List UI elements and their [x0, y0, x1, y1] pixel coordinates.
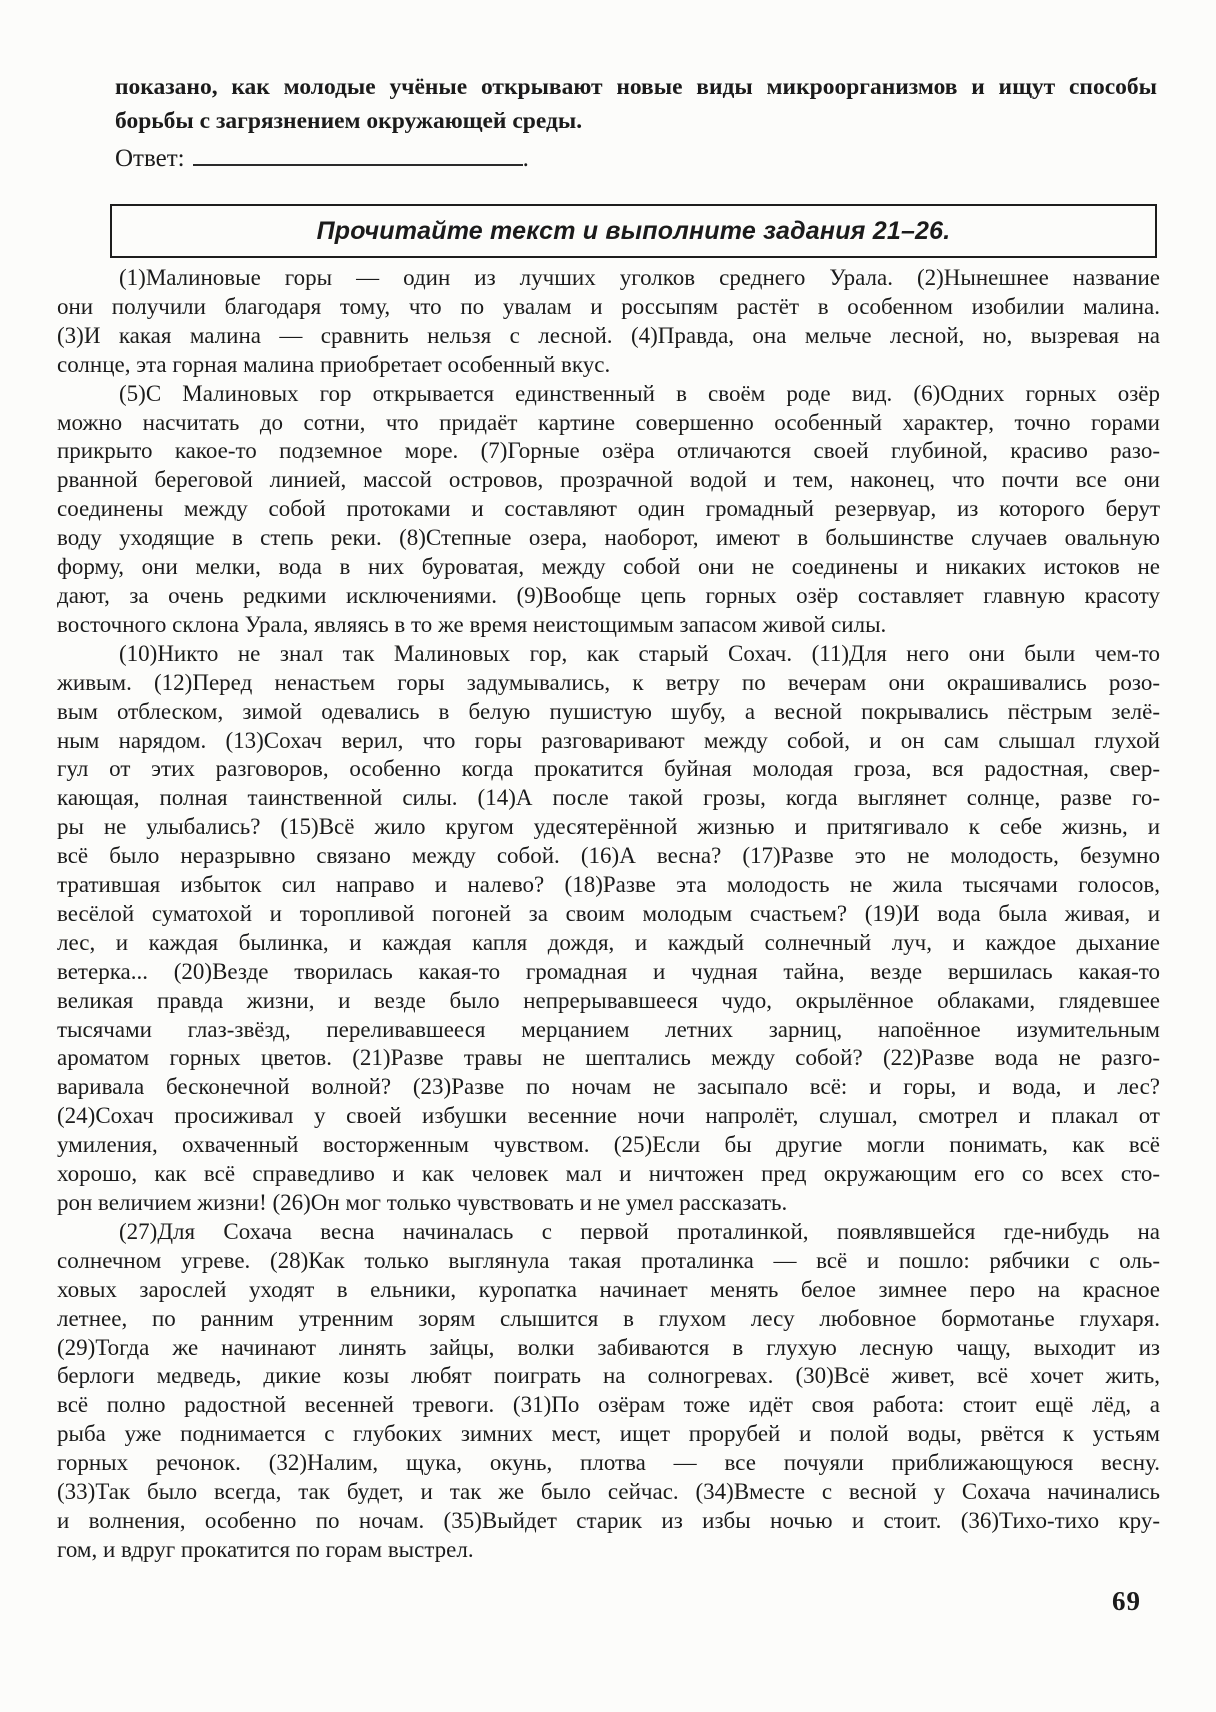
answer-blank — [193, 142, 523, 166]
text-line: воду уходящие в степь реки. (8)Степные озера, наоборот, имеют в большинстве случаев овальную — [57, 525, 1160, 551]
text-line: гул от этих разговоров, особенно когда прокатится буйная молодая гроза, вся радостная, свер- — [57, 756, 1160, 782]
text-line: солнце, эта горная малина приобретает особенный вкус. — [57, 351, 611, 377]
text-line: тратившая избыток сил направо и налево? (18)Разве эта молодость не жила тысячами голосов, — [57, 872, 1160, 898]
text-line: ры не улыбались? (15)Всё жило кругом удесятерённой жизнью и притягивало к себе жизнь, и — [57, 814, 1160, 840]
text-line: кающая, полная таинственной силы. (14)А после такой грозы, когда выглянет солнце, разве го- — [57, 785, 1160, 811]
text-line: лес, и каждая былинка, и каждая капля дождя, и каждый солнечный луч, и каждое дыхание — [57, 929, 1160, 955]
text-line: ным нарядом. (13)Сохач верил, что горы разговаривают между собой, и он сам слышал глухой — [57, 727, 1160, 753]
text-body — [57, 264, 1160, 1565]
text-line: хорошо, как всё справедливо и как человек мал и ничтожен пред окружающим его со всех сто- — [57, 1161, 1160, 1187]
text-line: рон величием жизни! (26)Он мог только чувствовать и не умел рассказать. — [57, 1190, 788, 1215]
text-line: (1)Малиновые горы — один из лучших уголков среднего Урала. (2)Нынешнее название — [119, 265, 1160, 290]
instruction-box-title: Прочитайте текст и выполните задания 21–26. — [316, 216, 951, 245]
text-line: восточного склона Урала, являясь в то же время неистощимым запасом живой силы. — [57, 611, 887, 637]
text-line: ховых зарослей уходят в ельники, куропатка начинает менять белое зимнее перо на красное — [57, 1276, 1160, 1302]
text-line: солнечном угреве. (28)Как только выглянула такая проталинка — всё и пошло: рябчики с оль- — [57, 1247, 1160, 1273]
answer-period: . — [522, 145, 529, 172]
text-line: живым. (12)Перед ненастьем горы задумывались, к ветру по вечерам они окрашивались розо- — [57, 669, 1160, 695]
page-number: 69 — [1112, 1586, 1141, 1616]
paragraph-3 — [57, 640, 1160, 1218]
text-line: (3)И какая малина — сравнить нельзя с лесной. (4)Правда, она мельче лесной, но, вызревая на — [57, 322, 1160, 348]
text-line: ароматом горных цветов. (21)Разве травы не шептались между собой? (22)Разве вода не разго- — [57, 1045, 1160, 1071]
paragraph-4 — [57, 1218, 1160, 1565]
text-line: (5)С Малиновых гор открывается единственный в своём роде вид. (6)Одних горных озёр — [119, 380, 1160, 406]
instruction-box — [110, 204, 1157, 258]
text-line: вым отблеском, зимой одевались в белую пушистую шубу, а весной покрывались пёстрым зелё- — [57, 698, 1160, 724]
text-line: великая правда жизни, и везде было непрерывавшееся чудо, окрылённое облаками, глядевшее — [57, 987, 1160, 1013]
text-line: и волнения, особенно по ночам. (35)Выйдет старик из избы ночью и стоит. (36)Тихо-тихо кру- — [57, 1507, 1160, 1533]
text-line: (27)Для Сохача весна начиналась с первой проталинкой, появлявшейся где-нибудь на — [119, 1218, 1160, 1244]
text-line: (10)Никто не знал так Малиновых гор, как старый Сохач. (11)Для него они были чем-то — [119, 640, 1160, 666]
text-line: можно насчитать до сотни, что придаёт картине совершенно особенный характер, точно горами — [57, 409, 1160, 435]
text-line: умиления, охваченный восторженным чувством. (25)Если бы другие могли понимать, как всё — [57, 1132, 1160, 1158]
text-line: они получили благодаря тому, что по увалам и россыпям растёт в особенном изобилии малина. — [57, 293, 1160, 319]
text-line: берлоги медведь, дикие козы любят поиграть на солногревах. (30)Всё живет, всё хочет жить, — [57, 1363, 1160, 1389]
text-line: гом, и вдруг прокатится по горам выстрел. — [57, 1536, 474, 1562]
text-line: форму, они мелки, вода в них буроватая, между собой они не соединены и никаких истоков не — [57, 554, 1160, 580]
answer-label: Ответ: — [115, 145, 185, 172]
text-line: (29)Тогда же начинают линять зайцы, волки забиваются в глухую лесную чащу, выходит из — [57, 1334, 1160, 1360]
text-line: рыба уже поднимается с глубоких зимних мест, ищет прорубей и полой воды, рвётся к устьям — [57, 1421, 1160, 1447]
text-line: горных речонок. (32)Налим, щука, окунь, плотва — все почуяли приближающуюся весну. — [57, 1450, 1160, 1476]
text-line: рванной береговой линией, массой островов, прозрачной водой и тем, наконец, что почти все они — [57, 467, 1160, 493]
paragraph-2 — [57, 380, 1160, 640]
text-line: (24)Сохач просиживал у своей избушки весенние ночи напролёт, слушал, смотрел и плакал от — [57, 1103, 1160, 1129]
text-line: соединены между собой протоками и составляют один громадный резервуар, из которого берут — [57, 496, 1160, 522]
text-line: прикрыто какое-то подземное море. (7)Горные озёра отличаются своей глубиной, красиво разо- — [57, 438, 1160, 464]
text-line: тысячами глаз-звёзд, переливавшееся мерцанием летних зарниц, напоённое изумительным — [57, 1016, 1160, 1042]
text-line: ветерка... (20)Везде творилась какая-то громадная и чудная тайна, везде вершилась какая-то — [57, 958, 1160, 984]
text-line: дают, за очень редкими исключениями. (9)Вообще цепь горных озёр составляет главную красоту — [57, 582, 1160, 608]
text-line: варивала бесконечной волной? (23)Разве по ночам не засыпало всё: и горы, и вода, и лес? — [57, 1074, 1160, 1100]
text-line: борьбы с загрязнением окружающей среды. — [115, 108, 583, 134]
answer-row — [115, 142, 529, 175]
text-line: всё полно радостной весенней тревоги. (31)По озёрам тоже идёт своя работа: стоит ещё лёд, а — [57, 1392, 1160, 1418]
paragraph-1 — [57, 264, 1160, 380]
text-line: летнее, по ранним утренним зорям слышится в глухом лесу любовное бормотанье глухаря. — [57, 1305, 1160, 1331]
text-line: (33)Так было всегда, так будет, и так же было сейчас. (34)Вместе с весной у Сохача начинались — [57, 1479, 1160, 1505]
text-line: весёлой суматохой и торопливой погоней за своим молодым счастьем? (19)И вода была живая, и — [57, 900, 1160, 926]
text-line: показано, как молодые учёные открывают новые виды микроорганизмов и ищут способы — [115, 74, 1157, 100]
task-tail-text — [115, 70, 1157, 138]
text-line: всё было неразрывно связано между собой. (16)А весна? (17)Разве это не молодость, безумно — [57, 843, 1160, 869]
